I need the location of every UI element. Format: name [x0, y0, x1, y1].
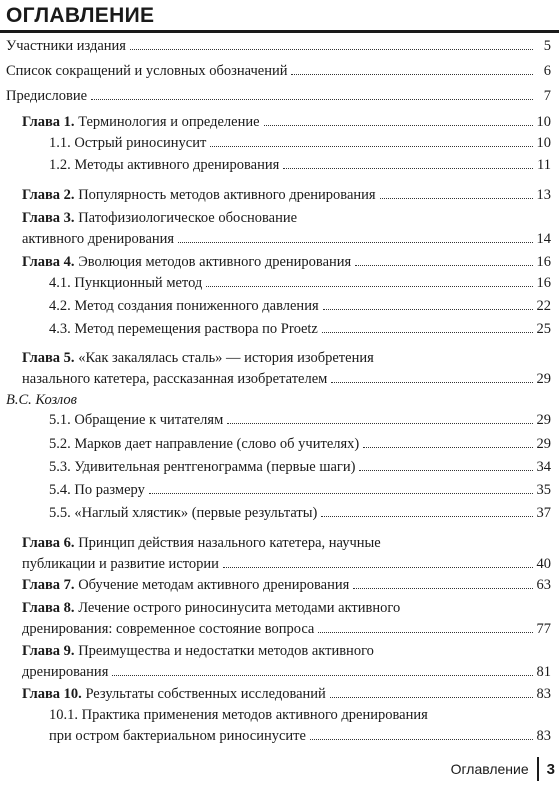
- section-text: 4.3. Метод перемещения раствора по Proetz: [49, 321, 318, 337]
- chapter-label: Глава 3.: [22, 210, 75, 226]
- footer-divider: [537, 757, 539, 781]
- chapter-text-cont: дренирования: [22, 664, 109, 680]
- toc-section[interactable]: [49, 155, 551, 176]
- toc-chapter[interactable]: [22, 575, 551, 596]
- entry-page: 25: [536, 321, 551, 337]
- section-text: 4.2. Метод создания пониженного давления: [49, 298, 319, 314]
- toc-entry[interactable]: [6, 36, 551, 57]
- chapter-text: Популярность методов активного дренирования: [78, 187, 376, 203]
- chapter-text: «Как закалялась сталь» — история изобретения: [78, 350, 374, 366]
- section-text: 4.1. Пункционный метод: [49, 275, 203, 291]
- toc-chapter[interactable]: [22, 641, 551, 683]
- entry-page: 83: [536, 686, 551, 702]
- chapter-text: Патофизиологическое обоснование: [78, 210, 298, 226]
- chapter-label: Глава 9.: [22, 643, 75, 659]
- entry-page: 6: [543, 63, 551, 79]
- entry-page: 83: [536, 728, 551, 744]
- section-text: 1.2. Методы активного дренирования: [49, 157, 280, 173]
- title-rule: [0, 30, 559, 33]
- entry-page: 35: [536, 482, 551, 498]
- chapter-text-cont: назального катетера, рассказанная изобретателем: [22, 371, 328, 387]
- entry-page: 22: [536, 298, 551, 314]
- section-text-cont: при остром бактериальном риносинусите: [49, 728, 306, 744]
- chapter-text: Обучение методам активного дренирования: [78, 577, 350, 593]
- section-text: 1.1. Острый риносинусит: [49, 135, 207, 151]
- toc-section[interactable]: [49, 457, 551, 478]
- entry-page: 29: [536, 371, 551, 387]
- entry-page: 7: [543, 88, 551, 104]
- chapter-text-cont: дренирования: современное состояние вопроса: [22, 621, 315, 637]
- entry-text: Список сокращений и условных обозначений: [6, 63, 288, 79]
- entry-page: 37: [536, 505, 551, 521]
- toc-section[interactable]: [49, 319, 551, 340]
- chapter-text: Терминология и определение: [78, 114, 260, 130]
- footer-section: Оглавление: [450, 761, 529, 777]
- entry-page: 16: [536, 254, 551, 270]
- toc-section[interactable]: [49, 705, 551, 747]
- chapter-text: Результаты собственных исследований: [85, 686, 326, 702]
- chapter-text-cont: активного дренирования: [22, 231, 175, 247]
- entry-page: 29: [536, 436, 551, 452]
- toc-section[interactable]: [49, 133, 551, 154]
- section-text: 5.3. Удивительная рентгенограмма (первые шаги): [49, 459, 356, 475]
- chapter-label: Глава 1.: [22, 114, 75, 130]
- section-text: 10.1. Практика применения методов активного дренирования: [49, 707, 428, 723]
- chapter-text: Принцип действия назального катетера, научные: [78, 535, 381, 551]
- entry-page: 16: [536, 275, 551, 291]
- entry-page: 10: [536, 135, 551, 151]
- entry-page: 77: [536, 621, 551, 637]
- entry-page: 14: [536, 231, 551, 247]
- toc-section[interactable]: [49, 503, 551, 524]
- toc-chapter[interactable]: [22, 598, 551, 640]
- entry-text: Предисловие: [6, 88, 88, 104]
- toc-chapter[interactable]: [22, 112, 551, 133]
- toc-title: ОГЛАВЛЕНИЕ: [6, 4, 155, 27]
- toc-chapter[interactable]: [22, 185, 551, 206]
- toc-entry[interactable]: [6, 86, 551, 107]
- toc-section[interactable]: [49, 480, 551, 501]
- entry-page: 81: [536, 664, 551, 680]
- toc-chapter[interactable]: [22, 684, 551, 705]
- entry-page: 29: [536, 412, 551, 428]
- entry-page: 34: [536, 459, 551, 475]
- chapter-label: Глава 8.: [22, 600, 75, 616]
- chapter-author: В.С. Козлов: [6, 392, 77, 408]
- chapter-label: Глава 6.: [22, 535, 75, 551]
- section-text: 5.5. «Наглый хлястик» (первые результаты): [49, 505, 318, 521]
- section-text: 5.2. Марков дает направление (слово об учителях): [49, 436, 360, 452]
- toc-chapter[interactable]: [22, 252, 551, 273]
- section-text: 5.1. Обращение к читателям: [49, 412, 224, 428]
- entry-page: 11: [537, 157, 551, 173]
- chapter-text: Лечение острого риносинусита методами активного: [78, 600, 401, 616]
- chapter-label: Глава 5.: [22, 350, 75, 366]
- chapter-label: Глава 2.: [22, 187, 75, 203]
- chapter-text-cont: публикации и развитие истории: [22, 556, 219, 572]
- chapter-label: Глава 4.: [22, 254, 75, 270]
- toc-section[interactable]: [49, 434, 551, 455]
- toc-chapter[interactable]: [22, 348, 551, 390]
- section-text: 5.4. По размеру: [49, 482, 145, 498]
- entry-text: Участники издания: [6, 38, 126, 54]
- toc-section[interactable]: [49, 273, 551, 294]
- entry-page: 10: [536, 114, 551, 130]
- toc-entry[interactable]: [6, 61, 551, 82]
- entry-page: 13: [536, 187, 551, 203]
- chapter-text: Преимущества и недостатки методов активного: [78, 643, 374, 659]
- chapter-label: Глава 7.: [22, 577, 75, 593]
- chapter-text: Эволюция методов активного дренирования: [78, 254, 352, 270]
- entry-page: 63: [536, 577, 551, 593]
- page-footer: [451, 757, 559, 781]
- toc-section[interactable]: [49, 296, 551, 317]
- toc-section[interactable]: [49, 410, 551, 431]
- chapter-label: Глава 10.: [22, 686, 82, 702]
- toc-chapter[interactable]: [22, 208, 551, 250]
- toc-chapter[interactable]: [22, 533, 551, 575]
- footer-page-number: 3: [546, 760, 555, 778]
- entry-page: 40: [536, 556, 551, 572]
- entry-page: 5: [543, 38, 551, 54]
